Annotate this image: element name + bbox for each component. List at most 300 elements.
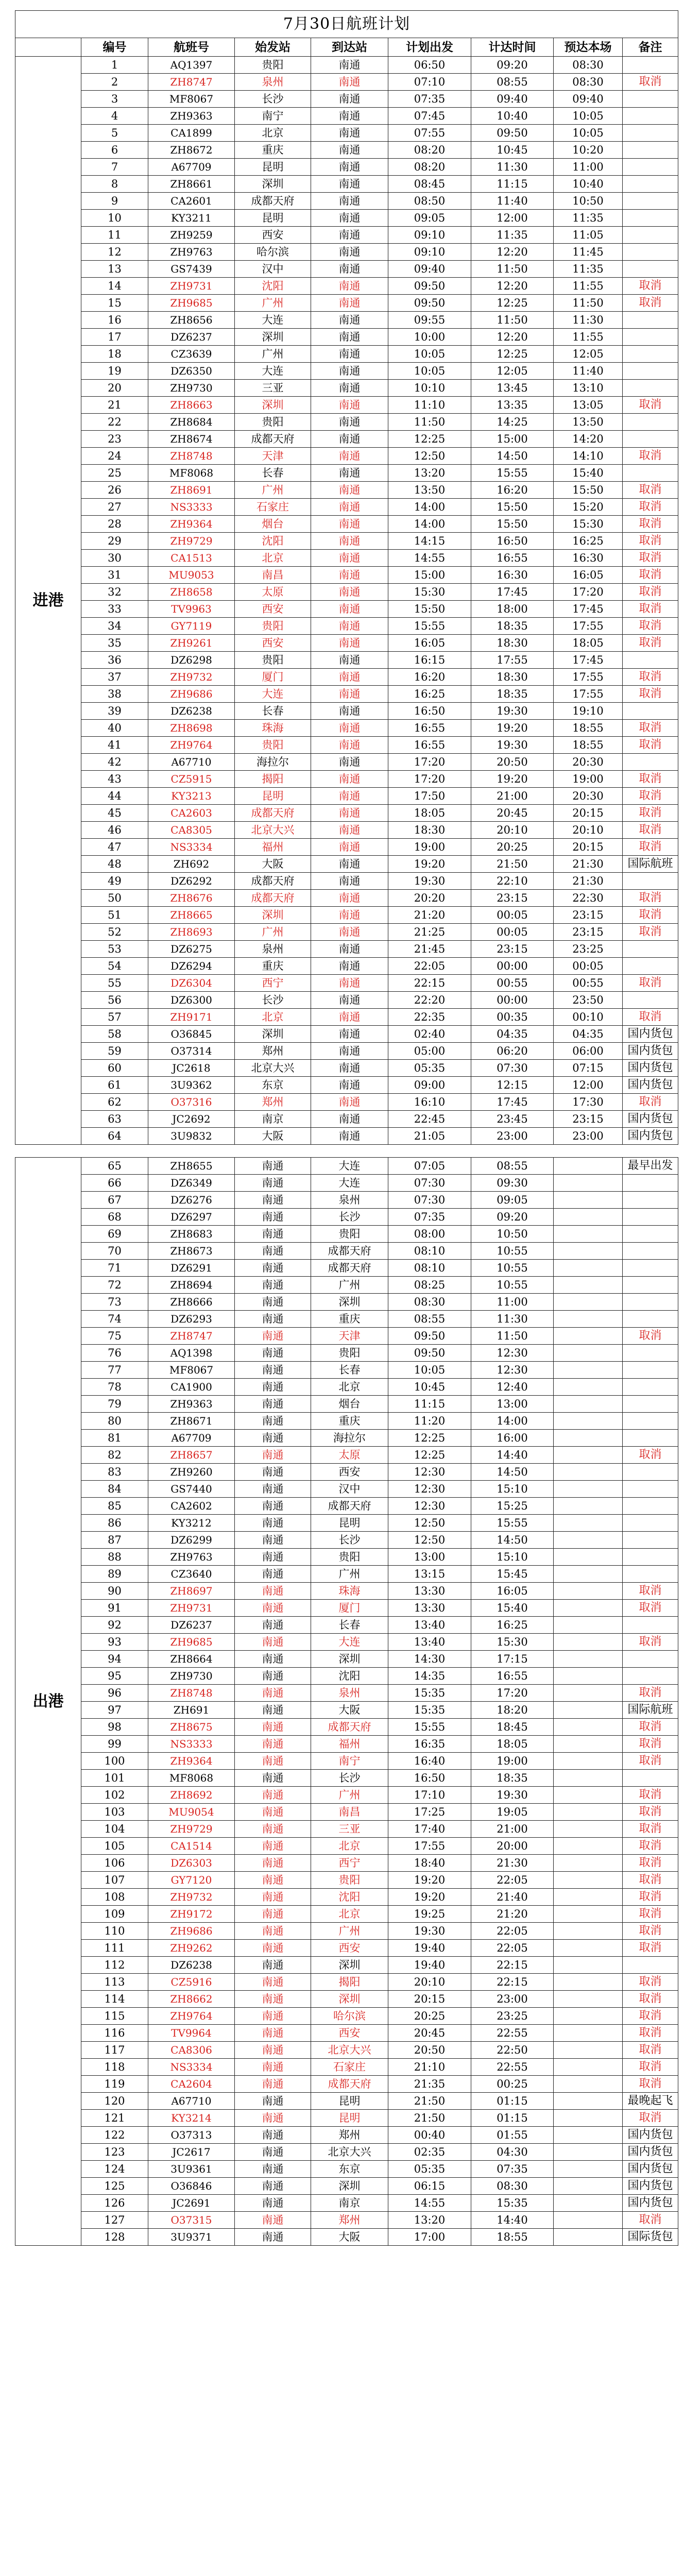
departures-section-label: 出港: [15, 1158, 81, 2246]
table-row: [15, 2059, 678, 2076]
planned-departure-cell: 11:20: [388, 1413, 471, 1430]
remark-cell: 取消: [623, 1328, 678, 1345]
planned-arrival-cell: 12:30: [471, 1345, 554, 1362]
flight-code-cell: DZ6238: [148, 703, 235, 720]
flight-number-no-cell: 16: [81, 312, 148, 329]
destination-station-cell: 南通: [311, 975, 388, 992]
remark-cell: [623, 1413, 678, 1430]
expected-arrival-cell: [554, 1464, 623, 1481]
table-row: [15, 720, 678, 737]
destination-station-cell: 南通: [311, 397, 388, 414]
flight-code-cell: CA8306: [148, 2042, 235, 2059]
planned-departure-cell: 12:30: [388, 1481, 471, 1498]
expected-arrival-cell: [554, 1566, 623, 1583]
flight-code-cell: O36845: [148, 1026, 235, 1043]
expected-arrival-cell: 23:15: [554, 907, 623, 924]
flight-code-cell: ZH9364: [148, 516, 235, 533]
remark-cell: 国内货包: [623, 2144, 678, 2161]
flight-code-cell: ZH8666: [148, 1294, 235, 1311]
table-row: [15, 958, 678, 975]
flight-code-cell: O37316: [148, 1094, 235, 1111]
flight-code-cell: DZ6350: [148, 363, 235, 380]
expected-arrival-cell: [554, 1413, 623, 1430]
flight-code-cell: MF8067: [148, 91, 235, 108]
table-row: [15, 1770, 678, 1787]
expected-arrival-cell: [554, 1192, 623, 1209]
expected-arrival-cell: [554, 2059, 623, 2076]
origin-station-cell: 南通: [235, 1243, 311, 1260]
destination-station-cell: 南通: [311, 652, 388, 669]
planned-departure-cell: 16:55: [388, 720, 471, 737]
planned-departure-cell: 20:15: [388, 1991, 471, 2008]
destination-station-cell: 成都天府: [311, 2076, 388, 2093]
planned-arrival-cell: 10:55: [471, 1277, 554, 1294]
planned-departure-cell: 14:55: [388, 550, 471, 567]
planned-arrival-cell: 11:50: [471, 1328, 554, 1345]
flight-number-no-cell: 116: [81, 2025, 148, 2042]
planned-departure-cell: 06:50: [388, 57, 471, 74]
expected-arrival-cell: [554, 1651, 623, 1668]
table-row: [15, 601, 678, 618]
remark-cell: [623, 1243, 678, 1260]
expected-arrival-cell: 11:35: [554, 210, 623, 227]
planned-arrival-cell: 22:55: [471, 2059, 554, 2076]
planned-arrival-cell: 21:40: [471, 1889, 554, 1906]
flight-code-cell: CA1899: [148, 125, 235, 142]
flight-code-cell: O36846: [148, 2178, 235, 2195]
flight-number-no-cell: 94: [81, 1651, 148, 1668]
planned-departure-cell: 12:25: [388, 431, 471, 448]
expected-arrival-cell: [554, 1923, 623, 1940]
planned-departure-cell: 17:00: [388, 2229, 471, 2246]
expected-arrival-cell: 23:25: [554, 941, 623, 958]
planned-arrival-cell: 11:40: [471, 193, 554, 210]
planned-arrival-cell: 09:50: [471, 125, 554, 142]
destination-station-cell: 南通: [311, 125, 388, 142]
flight-number-no-cell: 126: [81, 2195, 148, 2212]
planned-departure-cell: 17:20: [388, 754, 471, 771]
flight-code-cell: GY7119: [148, 618, 235, 635]
planned-departure-cell: 10:05: [388, 363, 471, 380]
expected-arrival-cell: [554, 1294, 623, 1311]
origin-station-cell: 南宁: [235, 108, 311, 125]
origin-station-cell: 长春: [235, 465, 311, 482]
flight-number-no-cell: 28: [81, 516, 148, 533]
flight-number-no-cell: 74: [81, 1311, 148, 1328]
remark-cell: 国际航班: [623, 856, 678, 873]
origin-station-cell: 成都天府: [235, 890, 311, 907]
expected-arrival-cell: 08:30: [554, 74, 623, 91]
expected-arrival-cell: 10:20: [554, 142, 623, 159]
expected-arrival-cell: [554, 1277, 623, 1294]
flight-number-no-cell: 19: [81, 363, 148, 380]
destination-station-cell: 揭阳: [311, 1974, 388, 1991]
origin-station-cell: 南通: [235, 1498, 311, 1515]
flight-number-no-cell: 37: [81, 669, 148, 686]
origin-station-cell: 西安: [235, 601, 311, 618]
destination-station-cell: 东京: [311, 2161, 388, 2178]
expected-arrival-cell: 22:30: [554, 890, 623, 907]
expected-arrival-cell: [554, 2127, 623, 2144]
planned-departure-cell: 16:50: [388, 1770, 471, 1787]
expected-arrival-cell: 21:30: [554, 873, 623, 890]
expected-arrival-cell: [554, 1532, 623, 1549]
table-row: [15, 380, 678, 397]
table-row: [15, 737, 678, 754]
planned-departure-cell: 08:10: [388, 1243, 471, 1260]
flight-code-cell: JC2691: [148, 2195, 235, 2212]
table-row: [15, 924, 678, 941]
planned-arrival-cell: 10:55: [471, 1260, 554, 1277]
table-row: [15, 2178, 678, 2195]
table-row: [15, 1311, 678, 1328]
destination-station-cell: 郑州: [311, 2127, 388, 2144]
planned-arrival-cell: 19:20: [471, 720, 554, 737]
table-row: [15, 652, 678, 669]
planned-departure-cell: 17:40: [388, 1821, 471, 1838]
planned-departure-cell: 14:55: [388, 2195, 471, 2212]
table-row: [15, 91, 678, 108]
expected-arrival-cell: 21:30: [554, 856, 623, 873]
destination-station-cell: 南通: [311, 924, 388, 941]
expected-arrival-cell: 19:00: [554, 771, 623, 788]
expected-arrival-cell: 11:35: [554, 261, 623, 278]
flight-code-cell: 3U9832: [148, 1128, 235, 1145]
destination-station-cell: 南通: [311, 1060, 388, 1077]
planned-arrival-cell: 16:05: [471, 1583, 554, 1600]
planned-arrival-cell: 08:55: [471, 74, 554, 91]
planned-arrival-cell: 21:50: [471, 856, 554, 873]
remark-cell: 取消: [623, 1583, 678, 1600]
flight-number-no-cell: 124: [81, 2161, 148, 2178]
planned-arrival-cell: 13:45: [471, 380, 554, 397]
expected-arrival-cell: [554, 1719, 623, 1736]
flight-number-no-cell: 35: [81, 635, 148, 652]
origin-station-cell: 南通: [235, 2195, 311, 2212]
flight-code-cell: MU9054: [148, 1804, 235, 1821]
table-row: [15, 1158, 678, 1175]
planned-arrival-cell: 07:30: [471, 1060, 554, 1077]
table-row: [15, 1549, 678, 1566]
planned-departure-cell: 17:10: [388, 1787, 471, 1804]
destination-station-cell: 南通: [311, 278, 388, 295]
remark-cell: [623, 261, 678, 278]
remark-cell: 取消: [623, 74, 678, 91]
flight-number-no-cell: 95: [81, 1668, 148, 1685]
planned-departure-cell: 12:50: [388, 1515, 471, 1532]
flight-number-no-cell: 52: [81, 924, 148, 941]
planned-arrival-cell: 21:30: [471, 1855, 554, 1872]
flight-code-cell: MF8068: [148, 1770, 235, 1787]
origin-station-cell: 北京: [235, 125, 311, 142]
remark-cell: 国内货包: [623, 1128, 678, 1145]
remark-cell: [623, 227, 678, 244]
planned-arrival-cell: 11:15: [471, 176, 554, 193]
destination-station-cell: 深圳: [311, 2178, 388, 2195]
origin-station-cell: 南通: [235, 1209, 311, 1226]
origin-station-cell: 大连: [235, 312, 311, 329]
flight-code-cell: ZH9732: [148, 669, 235, 686]
remark-cell: 取消: [623, 1940, 678, 1957]
origin-station-cell: 南通: [235, 1260, 311, 1277]
planned-departure-cell: 12:30: [388, 1464, 471, 1481]
origin-station-cell: 南通: [235, 1481, 311, 1498]
planned-arrival-cell: 08:55: [471, 1158, 554, 1175]
destination-station-cell: 南通: [311, 856, 388, 873]
table-row: [15, 1753, 678, 1770]
flight-number-no-cell: 85: [81, 1498, 148, 1515]
planned-arrival-cell: 08:30: [471, 2178, 554, 2195]
planned-arrival-cell: 17:45: [471, 584, 554, 601]
planned-arrival-cell: 16:25: [471, 1617, 554, 1634]
flight-code-cell: DZ6300: [148, 992, 235, 1009]
table-row: [15, 1906, 678, 1923]
remark-cell: 国内货包: [623, 1060, 678, 1077]
planned-departure-cell: 10:05: [388, 1362, 471, 1379]
flight-code-cell: NS3333: [148, 1736, 235, 1753]
table-row: [15, 635, 678, 652]
expected-arrival-cell: 20:15: [554, 839, 623, 856]
destination-station-cell: 南通: [311, 686, 388, 703]
expected-arrival-cell: [554, 1345, 623, 1362]
table-header-row: [15, 38, 678, 57]
planned-arrival-cell: 21:20: [471, 1906, 554, 1923]
origin-station-cell: 大连: [235, 686, 311, 703]
planned-arrival-cell: 00:05: [471, 907, 554, 924]
destination-station-cell: 南通: [311, 635, 388, 652]
destination-station-cell: 泉州: [311, 1685, 388, 1702]
flight-code-cell: CA1513: [148, 550, 235, 567]
planned-arrival-cell: 11:30: [471, 1311, 554, 1328]
flight-number-no-cell: 36: [81, 652, 148, 669]
flight-code-cell: ZH9763: [148, 244, 235, 261]
table-row: [15, 1464, 678, 1481]
planned-arrival-cell: 01:55: [471, 2127, 554, 2144]
planned-arrival-cell: 15:40: [471, 1600, 554, 1617]
destination-station-cell: 成都天府: [311, 1260, 388, 1277]
destination-station-cell: 成都天府: [311, 1243, 388, 1260]
table-row: [15, 108, 678, 125]
planned-departure-cell: 12:25: [388, 1430, 471, 1447]
origin-station-cell: 成都天府: [235, 805, 311, 822]
remark-cell: 取消: [623, 907, 678, 924]
flight-number-no-cell: 102: [81, 1787, 148, 1804]
flight-number-no-cell: 76: [81, 1345, 148, 1362]
destination-station-cell: 南通: [311, 261, 388, 278]
destination-station-cell: 西安: [311, 1940, 388, 1957]
remark-cell: 取消: [623, 601, 678, 618]
destination-station-cell: 贵阳: [311, 1226, 388, 1243]
origin-station-cell: 深圳: [235, 176, 311, 193]
remark-cell: [623, 1175, 678, 1192]
remark-cell: [623, 1192, 678, 1209]
section-separator-cell: [15, 1145, 678, 1158]
flight-number-no-cell: 62: [81, 1094, 148, 1111]
expected-arrival-cell: [554, 2076, 623, 2093]
expected-arrival-cell: 15:40: [554, 465, 623, 482]
planned-departure-cell: 21:50: [388, 2093, 471, 2110]
table-row: [15, 1736, 678, 1753]
flight-plan-table: [15, 10, 678, 2246]
planned-arrival-cell: 13:00: [471, 1396, 554, 1413]
flight-code-cell: JC2618: [148, 1060, 235, 1077]
table-row: [15, 261, 678, 278]
destination-station-cell: 北京: [311, 1838, 388, 1855]
planned-arrival-cell: 15:50: [471, 499, 554, 516]
flight-number-no-cell: 61: [81, 1077, 148, 1094]
table-row: [15, 346, 678, 363]
expected-arrival-cell: 23:15: [554, 1111, 623, 1128]
remark-cell: [623, 1770, 678, 1787]
remark-cell: [623, 1464, 678, 1481]
origin-station-cell: 南通: [235, 1804, 311, 1821]
flight-code-cell: CZ3640: [148, 1566, 235, 1583]
planned-departure-cell: 17:25: [388, 1804, 471, 1821]
planned-departure-cell: 19:30: [388, 873, 471, 890]
column-header-destination: 到达站: [311, 38, 388, 57]
destination-station-cell: 贵阳: [311, 1872, 388, 1889]
planned-departure-cell: 13:15: [388, 1566, 471, 1583]
planned-departure-cell: 02:40: [388, 1026, 471, 1043]
planned-arrival-cell: 12:30: [471, 1362, 554, 1379]
planned-arrival-cell: 20:10: [471, 822, 554, 839]
remark-cell: 国内货包: [623, 2178, 678, 2195]
planned-arrival-cell: 07:35: [471, 2161, 554, 2178]
destination-station-cell: 三亚: [311, 1821, 388, 1838]
table-row: [15, 1838, 678, 1855]
planned-arrival-cell: 11:50: [471, 312, 554, 329]
planned-departure-cell: 18:30: [388, 822, 471, 839]
remark-cell: [623, 941, 678, 958]
origin-station-cell: 揭阳: [235, 771, 311, 788]
destination-station-cell: 南通: [311, 210, 388, 227]
flight-number-no-cell: 89: [81, 1566, 148, 1583]
destination-station-cell: 天津: [311, 1328, 388, 1345]
planned-arrival-cell: 11:00: [471, 1294, 554, 1311]
destination-station-cell: 深圳: [311, 1294, 388, 1311]
planned-departure-cell: 22:45: [388, 1111, 471, 1128]
origin-station-cell: 大阪: [235, 856, 311, 873]
destination-station-cell: 长春: [311, 1617, 388, 1634]
origin-station-cell: 南通: [235, 1175, 311, 1192]
planned-arrival-cell: 00:25: [471, 2076, 554, 2093]
expected-arrival-cell: 15:20: [554, 499, 623, 516]
planned-departure-cell: 20:10: [388, 1974, 471, 1991]
expected-arrival-cell: [554, 1311, 623, 1328]
planned-departure-cell: 21:50: [388, 2110, 471, 2127]
planned-departure-cell: 14:35: [388, 1668, 471, 1685]
expected-arrival-cell: 16:30: [554, 550, 623, 567]
planned-arrival-cell: 04:35: [471, 1026, 554, 1043]
remark-cell: [623, 363, 678, 380]
table-row: [15, 788, 678, 805]
expected-arrival-cell: 19:10: [554, 703, 623, 720]
flight-code-cell: A67709: [148, 1430, 235, 1447]
flight-number-no-cell: 113: [81, 1974, 148, 1991]
origin-station-cell: 南通: [235, 2144, 311, 2161]
planned-arrival-cell: 22:15: [471, 1974, 554, 1991]
flight-code-cell: ZH8675: [148, 1719, 235, 1736]
table-row: [15, 2161, 678, 2178]
flight-code-cell: ZH9732: [148, 1889, 235, 1906]
expected-arrival-cell: 13:50: [554, 414, 623, 431]
origin-station-cell: 厦门: [235, 669, 311, 686]
expected-arrival-cell: 09:40: [554, 91, 623, 108]
table-row: [15, 805, 678, 822]
remark-cell: 取消: [623, 1906, 678, 1923]
origin-station-cell: 沈阳: [235, 533, 311, 550]
flight-number-no-cell: 23: [81, 431, 148, 448]
flight-code-cell: ZH8657: [148, 1447, 235, 1464]
table-row: [15, 142, 678, 159]
origin-station-cell: 南通: [235, 1770, 311, 1787]
table-row: [15, 669, 678, 686]
origin-station-cell: 南通: [235, 1787, 311, 1804]
remark-cell: 国际货包: [623, 2229, 678, 2246]
destination-station-cell: 大连: [311, 1158, 388, 1175]
flight-number-no-cell: 5: [81, 125, 148, 142]
flight-code-cell: ZH9764: [148, 737, 235, 754]
remark-cell: 取消: [623, 2110, 678, 2127]
remark-cell: 国内货包: [623, 2161, 678, 2178]
planned-departure-cell: 10:00: [388, 329, 471, 346]
expected-arrival-cell: [554, 1702, 623, 1719]
remark-cell: 取消: [623, 584, 678, 601]
flight-number-no-cell: 79: [81, 1396, 148, 1413]
remark-cell: [623, 873, 678, 890]
remark-cell: 取消: [623, 533, 678, 550]
planned-departure-cell: 16:10: [388, 1094, 471, 1111]
destination-station-cell: 南通: [311, 788, 388, 805]
flight-code-cell: ZH9731: [148, 278, 235, 295]
table-row: [15, 1515, 678, 1532]
origin-station-cell: 南通: [235, 1413, 311, 1430]
planned-arrival-cell: 18:35: [471, 686, 554, 703]
destination-station-cell: 南通: [311, 74, 388, 91]
table-row: [15, 1651, 678, 1668]
destination-station-cell: 广州: [311, 1277, 388, 1294]
destination-station-cell: 西安: [311, 2025, 388, 2042]
flight-code-cell: DZ6293: [148, 1311, 235, 1328]
planned-arrival-cell: 11:30: [471, 159, 554, 176]
destination-station-cell: 汉中: [311, 1481, 388, 1498]
planned-departure-cell: 07:45: [388, 108, 471, 125]
table-row: [15, 1294, 678, 1311]
planned-departure-cell: 14:15: [388, 533, 471, 550]
expected-arrival-cell: 18:05: [554, 635, 623, 652]
planned-departure-cell: 08:20: [388, 142, 471, 159]
planned-departure-cell: 21:05: [388, 1128, 471, 1145]
remark-cell: [623, 1651, 678, 1668]
remark-cell: 取消: [623, 822, 678, 839]
planned-departure-cell: 08:55: [388, 1311, 471, 1328]
flight-number-no-cell: 108: [81, 1889, 148, 1906]
flight-number-no-cell: 25: [81, 465, 148, 482]
origin-station-cell: 南通: [235, 1685, 311, 1702]
flight-number-no-cell: 4: [81, 108, 148, 125]
expected-arrival-cell: [554, 1940, 623, 1957]
table-row: [15, 1498, 678, 1515]
planned-departure-cell: 19:30: [388, 1923, 471, 1940]
flight-number-no-cell: 66: [81, 1175, 148, 1192]
planned-arrival-cell: 15:35: [471, 2195, 554, 2212]
table-row: [15, 363, 678, 380]
remark-cell: 取消: [623, 975, 678, 992]
planned-arrival-cell: 22:55: [471, 2025, 554, 2042]
expected-arrival-cell: [554, 1838, 623, 1855]
planned-departure-cell: 15:55: [388, 618, 471, 635]
flight-number-no-cell: 115: [81, 2008, 148, 2025]
